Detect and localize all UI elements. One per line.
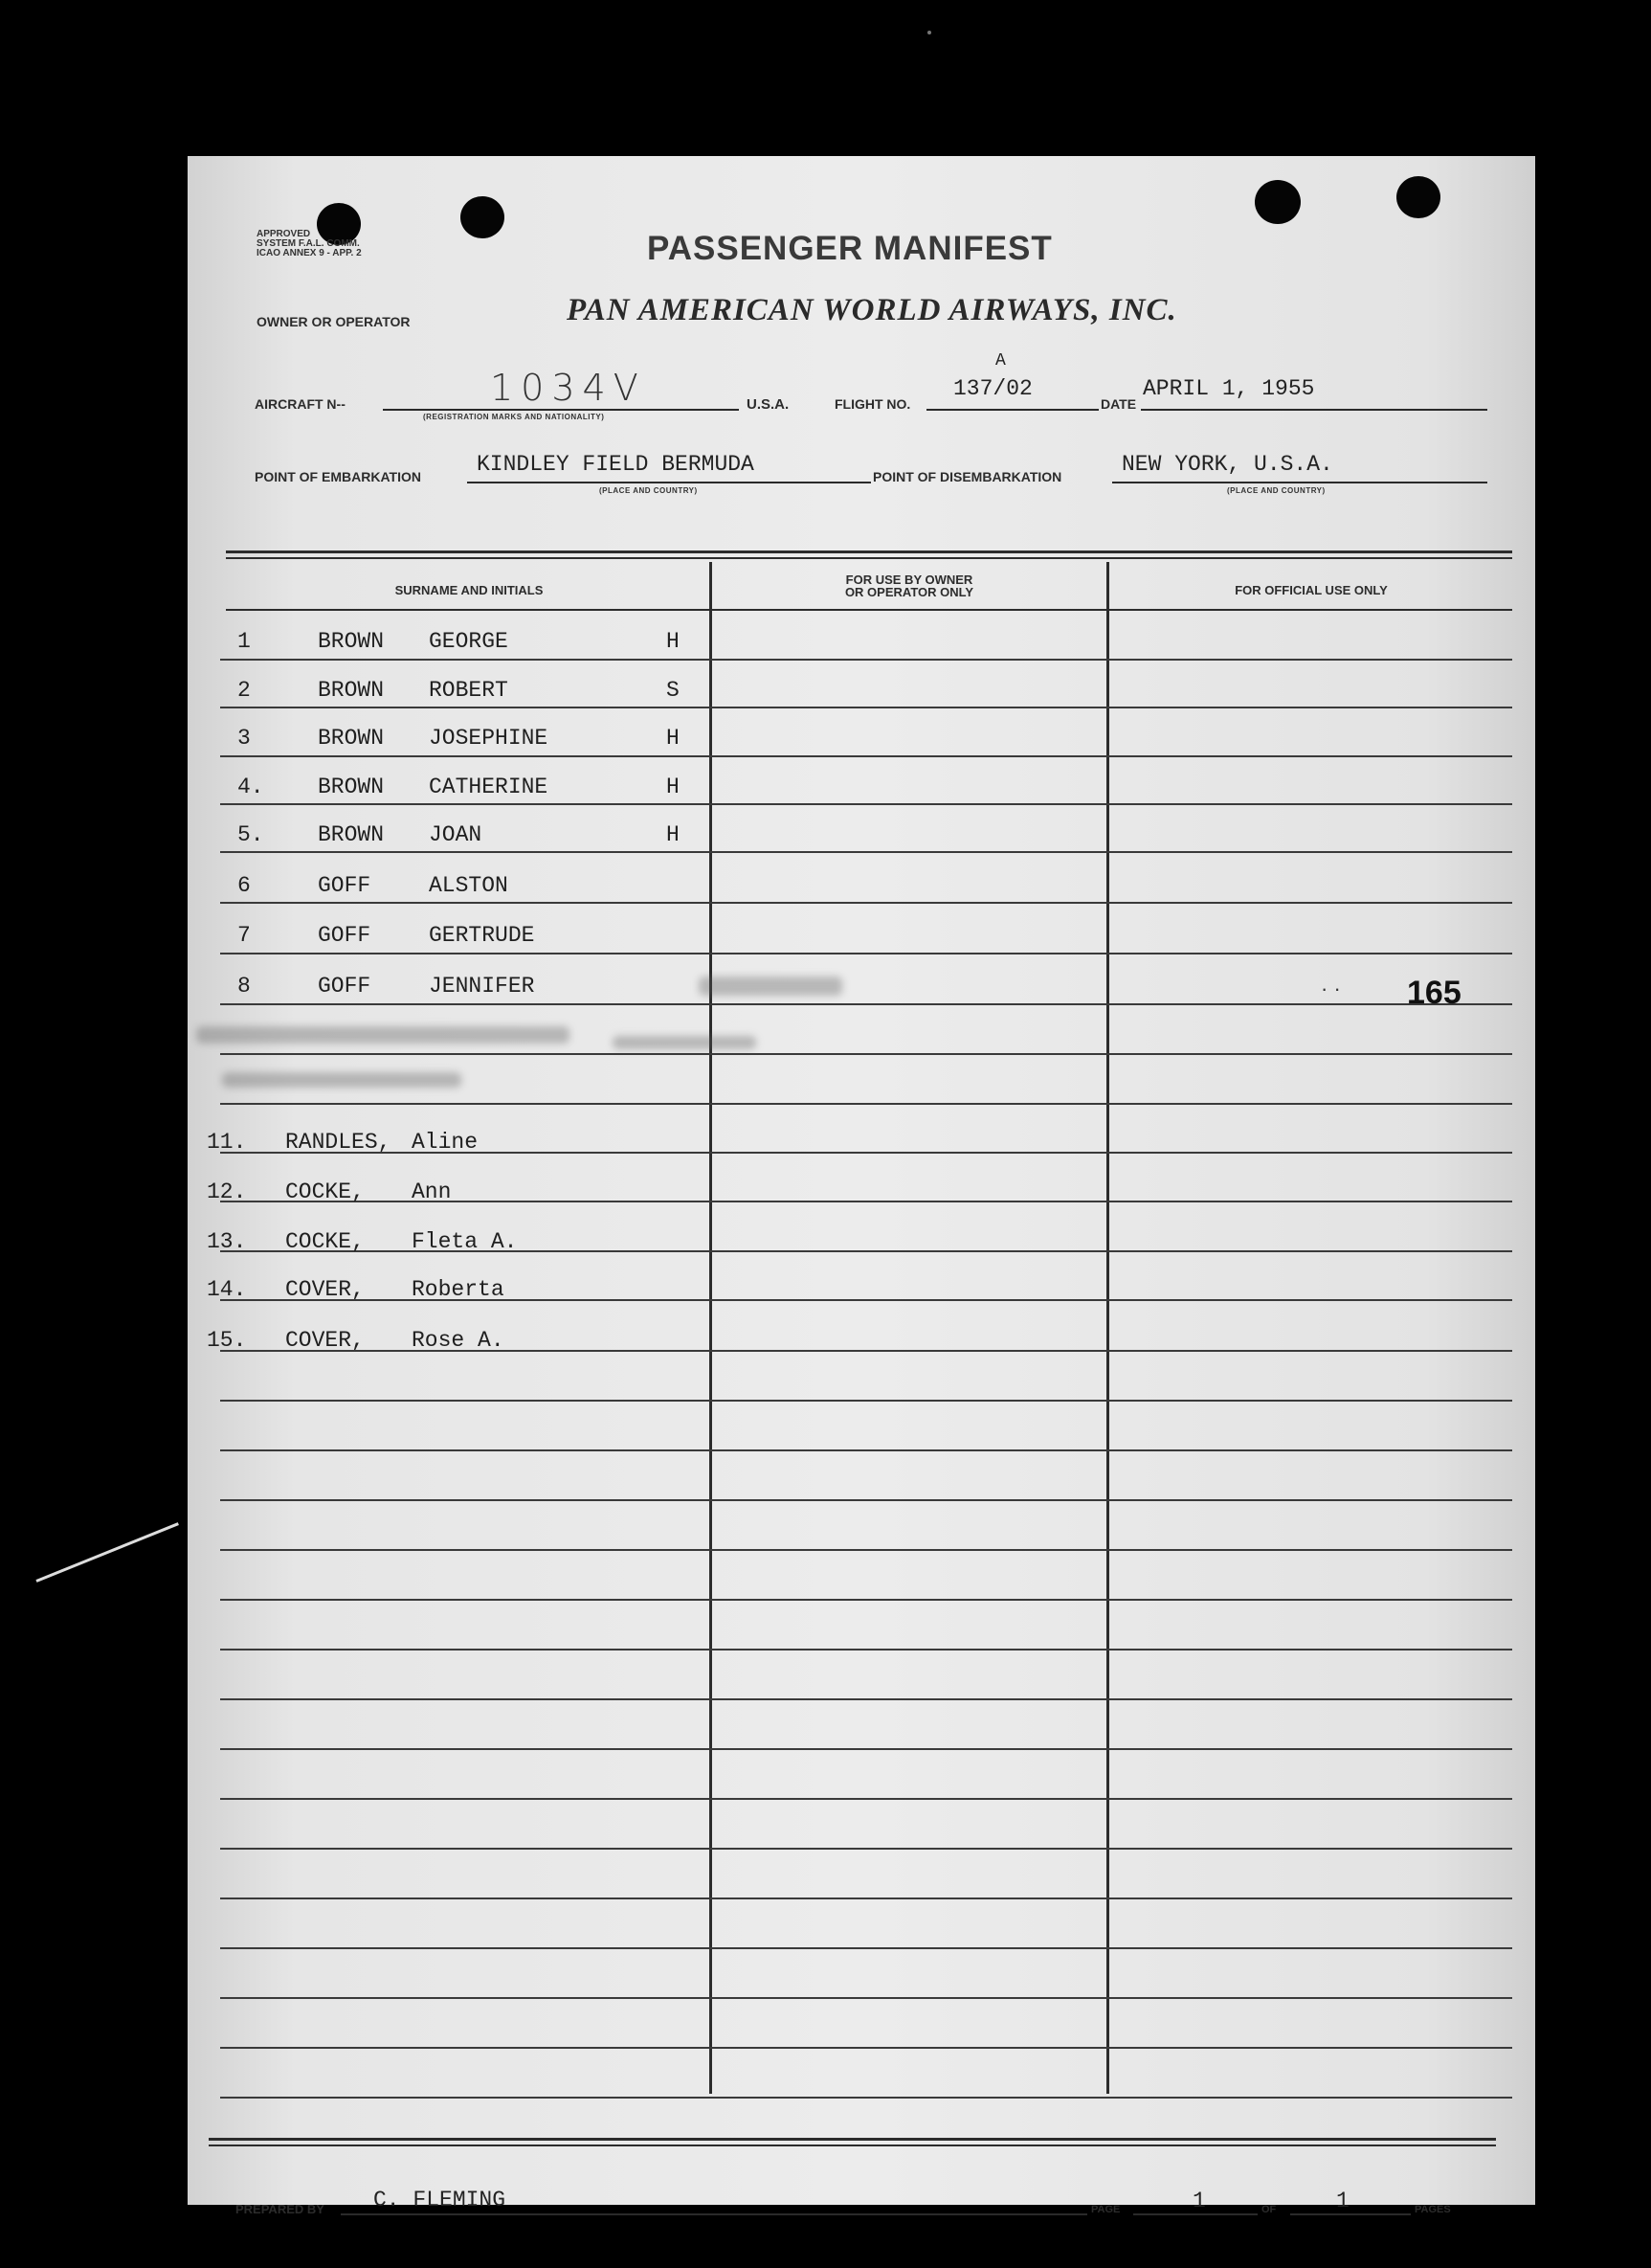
approval-line: SYSTEM F.A.L. COMM.	[257, 238, 360, 249]
table-row-line	[220, 803, 1512, 805]
punch-hole	[1396, 176, 1440, 218]
pages-label: PAGES	[1415, 2204, 1451, 2215]
table-row-line	[220, 1848, 1512, 1850]
table-row-line	[220, 953, 1512, 954]
table-row-line	[220, 1748, 1512, 1750]
punch-hole	[460, 196, 504, 238]
table-row-line	[220, 1103, 1512, 1105]
passenger-number: 7	[237, 923, 251, 948]
table-row-line	[220, 1947, 1512, 1949]
passenger-given-name: ALSTON	[429, 873, 508, 898]
footer-rule	[209, 2144, 1496, 2146]
owner-use-header-line: OR OPERATOR ONLY	[844, 585, 974, 599]
passenger-surname: GOFF	[318, 923, 371, 948]
prepared-label: PREPARED BY	[235, 2202, 324, 2216]
official-mark: 165	[1407, 975, 1461, 1011]
aircraft-value: 1034V	[490, 367, 646, 409]
footer-rule	[209, 2138, 1496, 2141]
table-top-rule	[226, 550, 1512, 553]
date-label: DATE	[1101, 396, 1137, 412]
owner-value: PAN AMERICAN WORLD AIRWAYS, INC.	[567, 293, 1177, 327]
date-value: APRIL 1, 1955	[1143, 376, 1315, 401]
owner-use-column-header	[766, 573, 1053, 598]
passenger-number: 6	[237, 873, 251, 898]
table-row-line	[220, 1897, 1512, 1899]
passenger-given-name: GEORGE	[429, 629, 508, 654]
date-line	[1141, 409, 1487, 411]
passenger-given-name: JOSEPHINE	[429, 726, 548, 751]
passenger-given-name: Ann	[412, 1179, 452, 1204]
table-row-line	[220, 851, 1512, 853]
embark-label: POINT OF EMBARKATION	[255, 469, 421, 484]
table-row-line	[220, 1549, 1512, 1551]
aircraft-label: AIRCRAFT N--	[255, 396, 346, 412]
passenger-number: 11.	[207, 1130, 247, 1155]
passenger-surname: BROWN	[318, 822, 385, 847]
passenger-initial: H	[666, 822, 680, 847]
aircraft-caption: (REGISTRATION MARKS AND NATIONALITY)	[423, 413, 605, 421]
usa-label: U.S.A.	[747, 396, 790, 413]
flight-mark: A	[995, 351, 1006, 371]
passenger-given-name: Roberta	[412, 1277, 504, 1302]
passenger-given-name: GERTRUDE	[429, 923, 535, 948]
table-row-line	[220, 755, 1512, 757]
passenger-initial: H	[666, 775, 680, 799]
passenger-initial: H	[666, 629, 680, 654]
passenger-given-name: CATHERINE	[429, 775, 548, 799]
column-divider	[1106, 562, 1109, 2094]
erased-entry	[222, 1072, 461, 1088]
official-column-header: FOR OFFICIAL USE ONLY	[1235, 583, 1388, 597]
disembark-caption: (PLACE AND COUNTRY)	[1227, 486, 1326, 495]
passenger-number: 3	[237, 726, 251, 751]
passenger-surname: GOFF	[318, 873, 371, 898]
erased-entry	[699, 977, 842, 996]
table-row-line	[220, 1698, 1512, 1700]
passenger-initial: S	[666, 678, 680, 703]
prepared-line	[341, 2213, 1087, 2215]
page-title: PASSENGER MANIFEST	[647, 230, 1053, 267]
passenger-given-name: ROBERT	[429, 678, 508, 703]
passenger-number: 2	[237, 678, 251, 703]
surname-column-header: SURNAME AND INITIALS	[394, 583, 544, 597]
punch-hole	[1255, 180, 1301, 224]
passenger-number: 5.	[237, 822, 264, 847]
passenger-surname: COCKE,	[285, 1179, 365, 1204]
embark-caption: (PLACE AND COUNTRY)	[599, 486, 698, 495]
passenger-number: 1	[237, 629, 251, 654]
passenger-given-name: Rose A.	[412, 1328, 504, 1353]
of-label: OF	[1261, 2204, 1277, 2215]
total-value: 1	[1336, 2189, 1350, 2213]
passenger-surname: COVER,	[285, 1277, 365, 1302]
approval-line: APPROVED	[257, 229, 311, 239]
passenger-surname: BROWN	[318, 678, 385, 703]
passenger-surname: BROWN	[318, 629, 385, 654]
passenger-number: 12.	[207, 1179, 247, 1204]
header-rule	[226, 609, 1512, 611]
flight-value: 137/02	[953, 376, 1033, 401]
passenger-number: 15.	[207, 1328, 247, 1353]
official-dots: · ·	[1321, 977, 1341, 1000]
table-row-line	[220, 902, 1512, 904]
passenger-given-name: JOAN	[429, 822, 482, 847]
passenger-surname: BROWN	[318, 775, 385, 799]
table-row-line	[220, 1997, 1512, 1999]
passenger-surname: BROWN	[318, 726, 385, 751]
table-row-line	[220, 1053, 1512, 1055]
table-row-line	[220, 707, 1512, 708]
table-row-line	[220, 659, 1512, 661]
embark-line	[467, 482, 871, 483]
passenger-number: 14.	[207, 1277, 247, 1302]
table-row-line	[220, 1449, 1512, 1451]
passenger-given-name: Fleta A.	[412, 1229, 518, 1254]
owner-use-header-line: FOR USE BY OWNER	[845, 573, 973, 587]
embark-value: KINDLEY FIELD BERMUDA	[477, 452, 754, 477]
prepared-value: C. FLEMING	[373, 2188, 506, 2212]
table-row-line	[220, 1649, 1512, 1650]
page-value: 1	[1193, 2189, 1206, 2213]
approval-stamp	[257, 230, 362, 258]
table-top-rule	[226, 557, 1512, 559]
film-scratch	[35, 1522, 178, 1583]
aircraft-line	[383, 409, 739, 411]
table-row-line	[220, 1599, 1512, 1601]
flight-line	[926, 409, 1099, 411]
passenger-surname: COVER,	[285, 1328, 365, 1353]
disembark-value: NEW YORK, U.S.A.	[1122, 452, 1333, 477]
passenger-surname: RANDLES,	[285, 1130, 391, 1155]
column-divider	[709, 562, 712, 2094]
passenger-number: 13.	[207, 1229, 247, 1254]
passenger-surname: COCKE,	[285, 1229, 365, 1254]
passenger-given-name: JENNIFER	[429, 974, 535, 999]
table-row-line	[220, 1400, 1512, 1402]
approval-line: ICAO ANNEX 9 - APP. 2	[257, 248, 362, 258]
flight-label: FLIGHT NO.	[835, 396, 911, 412]
page-label: PAGE	[1091, 2204, 1121, 2215]
passenger-number: 4.	[237, 775, 264, 799]
passenger-initial: H	[666, 726, 680, 751]
table-row-line	[220, 2097, 1512, 2099]
passenger-given-name: Aline	[412, 1130, 479, 1155]
passenger-surname: GOFF	[318, 974, 371, 999]
disembark-label: POINT OF DISEMBARKATION	[873, 469, 1062, 484]
erased-entry	[613, 1036, 756, 1049]
erased-entry	[196, 1026, 569, 1044]
table-row-line	[220, 2047, 1512, 2049]
disembark-line	[1112, 482, 1487, 483]
table-row-line	[220, 1798, 1512, 1800]
table-row-line	[220, 1499, 1512, 1501]
owner-label: OWNER OR OPERATOR	[257, 314, 411, 329]
table-row-line	[220, 1003, 1512, 1005]
page-line	[1133, 2213, 1258, 2215]
scan-dust	[927, 31, 931, 34]
passenger-number: 8	[237, 974, 251, 999]
total-line	[1290, 2213, 1411, 2215]
